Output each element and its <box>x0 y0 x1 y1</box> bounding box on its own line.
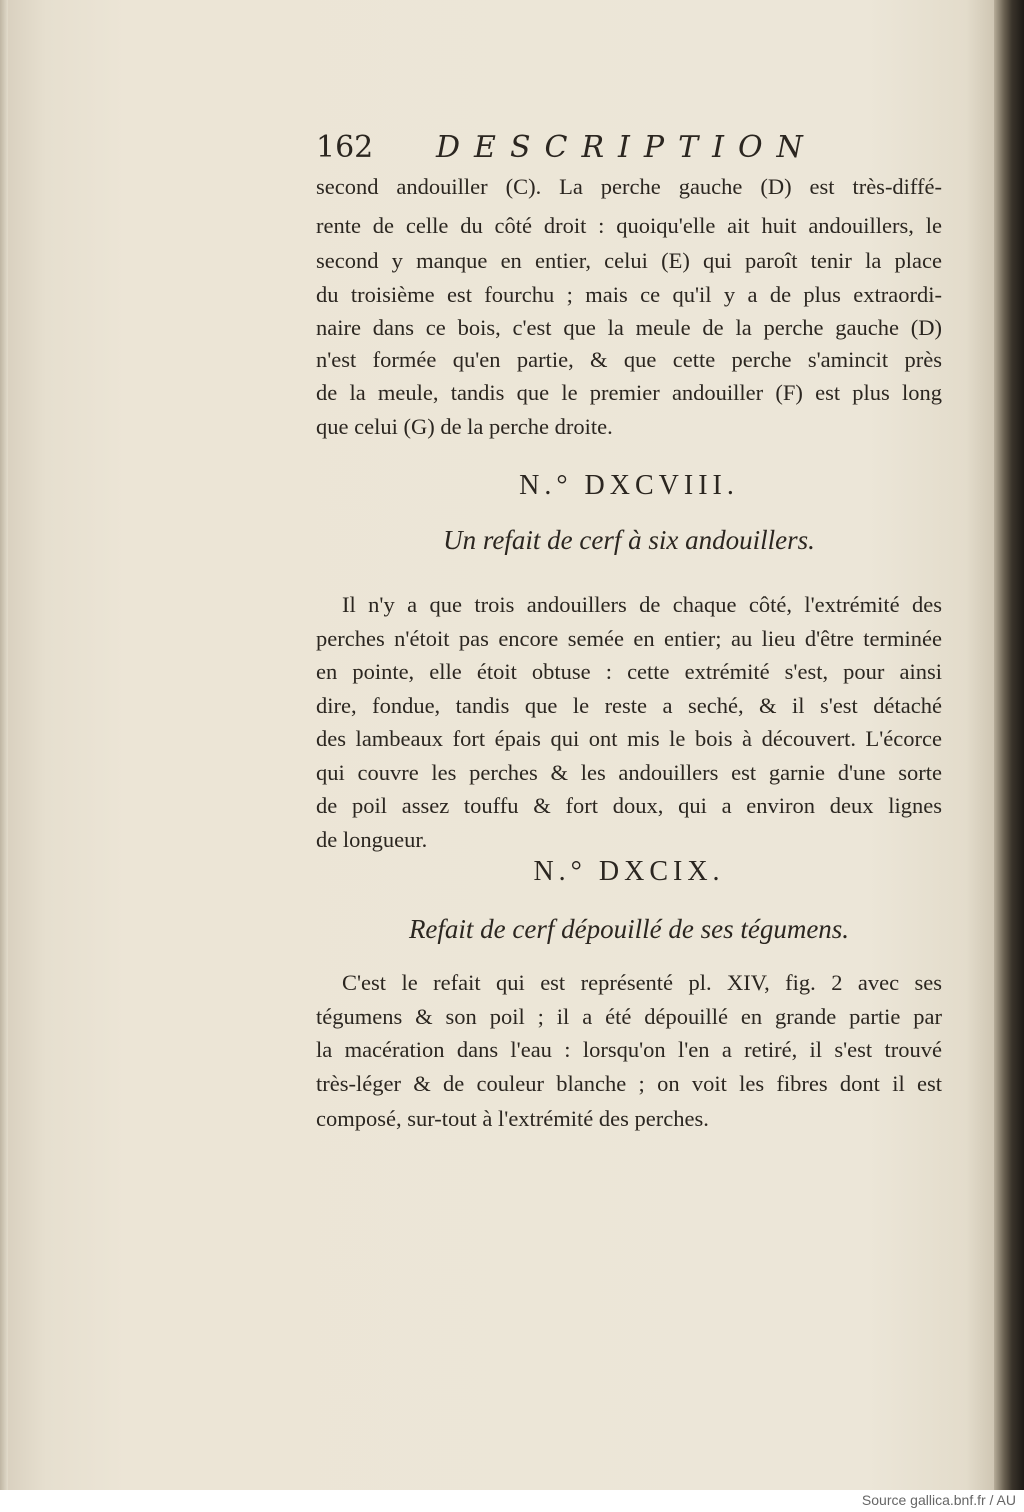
page-number: 162 <box>316 130 374 165</box>
section-1-line: dire, fondue, tandis que le reste a seché, & il s'est détaché <box>316 693 942 718</box>
section-1-line: de longueur. <box>316 827 428 852</box>
paragraph-1-line: que celui (G) de la perche droite. <box>316 414 613 439</box>
section-subtitle: Refait de cerf dépouillé de ses tégumens. <box>408 914 850 944</box>
book-edge <box>994 0 1024 1490</box>
section-1-line: de poil assez touffu & fort doux, qui a environ deux lignes <box>316 793 942 818</box>
source-credit: Source gallica.bnf.fr / AU <box>861 1492 1016 1508</box>
paragraph-1-line: de la meule, tandis que le premier andouiller (F) est plus long <box>316 380 942 405</box>
gutter-shadow <box>0 0 8 1490</box>
section-1-line: perches n'étoit pas encore semée en entier; au lieu d'être terminée <box>316 626 942 651</box>
section-2-line: la macération dans l'eau : lorsqu'on l'en a retiré, il s'est trouvé <box>316 1037 942 1062</box>
paragraph-1-line: naire dans ce bois, c'est que la meule de la perche gauche (D) <box>316 315 942 340</box>
section-heading: N.° DXCVIII. <box>519 470 739 501</box>
paragraph-1-line: n'est formée qu'en partie, & que cette perche s'amincit près <box>316 347 942 372</box>
paragraph-1-line: rente de celle du côté droit : quoiqu'elle ait huit andouillers, le <box>316 213 942 238</box>
section-heading: N.° DXCIX. <box>533 856 725 887</box>
section-subtitle: Un refait de cerf à six andouillers. <box>443 525 815 555</box>
section-2-line: tégumens & son poil ; il a été dépouillé en grande partie par <box>316 1004 942 1029</box>
section-2-line: C'est le refait qui est représenté pl. XIV, fig. 2 avec ses <box>342 970 942 995</box>
section-2-line: composé, sur-tout à l'extrémité des perches. <box>316 1106 709 1131</box>
section-1-line: en pointe, elle étoit obtuse : cette extrémité s'est, pour ainsi <box>316 659 942 684</box>
running-title: DESCRIPTION <box>436 130 817 165</box>
section-1-line: Il n'y a que trois andouillers de chaque côté, l'extrémité des <box>342 592 942 617</box>
paragraph-1-line: second andouiller (C). La perche gauche (D) est très-diffé- <box>316 174 942 199</box>
section-1-line: qui couvre les perches & les andouillers est garnie d'une sorte <box>316 760 942 785</box>
paragraph-1-line: du troisième est fourchu ; mais ce qu'il y a de plus extraordi- <box>316 282 942 307</box>
running-header <box>316 130 817 166</box>
section-2-line: très-léger & de couleur blanche ; on voit les fibres dont il est <box>316 1071 942 1096</box>
section-1-line: des lambeaux fort épais qui ont mis le bois à découvert. L'écorce <box>316 726 942 751</box>
paragraph-1-line: second y manque en entier, celui (E) qui paroît tenir la place <box>316 248 942 273</box>
